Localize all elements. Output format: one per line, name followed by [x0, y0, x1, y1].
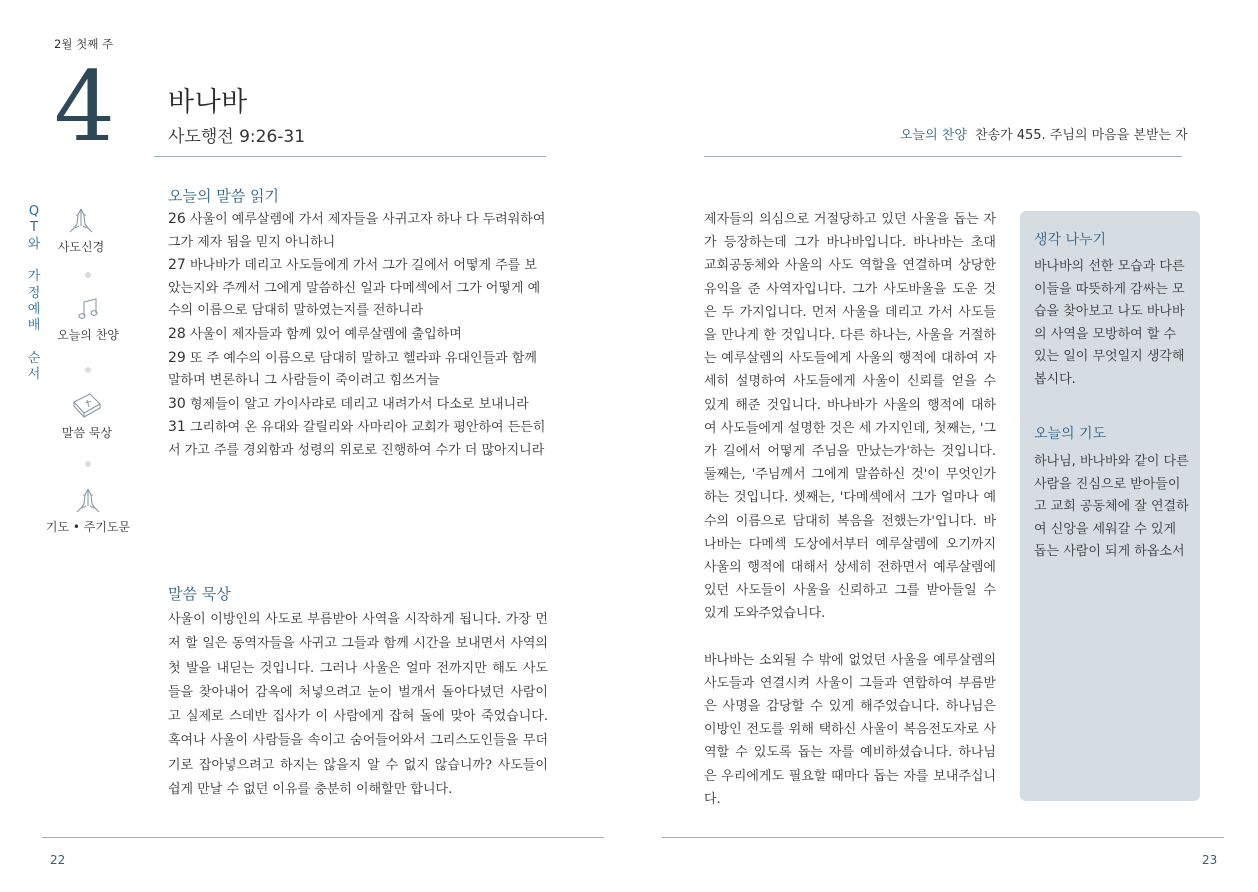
footer-divider	[662, 837, 1224, 838]
bible-book-icon	[70, 390, 104, 420]
footer-divider	[42, 837, 604, 838]
vertical-char: 정	[27, 285, 41, 301]
step-label: 오늘의 찬양	[57, 328, 119, 342]
verse-text: 그리하여 온 유대와 갈릴리와 사마리아 교회가 평안하여 든든히 서 가고 주를 경외함과 성령의 위로로 진행하여 수가 더 많아지니라	[168, 420, 546, 458]
meditation-heading: 말씀 묵상	[168, 585, 231, 603]
verse-number: 27	[168, 257, 186, 274]
verse	[168, 323, 548, 347]
step-label: 기도 • 주기도문	[45, 520, 131, 534]
reading-heading: 오늘의 말씀 읽기	[168, 187, 279, 205]
praying-hands-icon	[73, 486, 103, 514]
header-divider	[704, 156, 1182, 157]
commentary-paragraph: 제자들의 의심으로 거절당하고 있던 사울을 돕는 자가 등장하는데 그가 바나바입니다. 바나바는 초대 교회공동체와 사울의 사도 역할을 연결하며 상당한 유익을 준 사역자입니다. 그가 사도바울을 도운 것은 두 가지입니다. 먼저 사울을 데리고 가서 사도들을 만나게 한 것입니다. 다른 하나는, 사울을 거절하는 예루살렘의 사도들에게 사울의 행적에 대하여 자세히 설명하여 사도들에게 사울이 신뢰를 얻을 수 있게 해준 것입니다. 바나바가 사울의 행적에 대하여 사도들에게 설명한 것은 세 가지인데, 첫째는, '그가 길에서 어떻게 주님을 만났는가'하는 것입니다. 둘째는, '주님께서 그에게 말씀하신 것'이 무엇인가 하는 것입니다. 셋째는, '다메섹에서 그가 얼마나 예수의 이름으로 담대히 복음을 전했는가'입니다. 바나바는 다메섹 도상에서부터 예루살렘에 오기까지 사울의 행적에 대해서 상세히 전하면서 예루살렘에 있던 사도들이 사울을 신뢰하고 그를 받아들일 수 있게 도와주었습니다.	[704, 212, 996, 622]
vertical-char: 가	[27, 269, 41, 285]
step-dot	[85, 461, 91, 467]
verse-text: 사울이 제자들과 함께 있어 예루살렘에 출입하며	[189, 326, 462, 342]
page-number: 22	[50, 853, 66, 867]
verse	[168, 416, 548, 462]
step-todays-hymn	[43, 296, 133, 343]
praying-hands-icon	[66, 206, 96, 234]
verse	[168, 254, 548, 323]
header-divider	[154, 156, 546, 157]
vertical-char: Q	[28, 204, 40, 219]
vertical-char: 와	[27, 236, 41, 252]
verse-number: 29	[168, 349, 186, 366]
step-word-meditation	[42, 390, 132, 441]
commentary	[704, 208, 996, 811]
verse-number: 30	[168, 395, 186, 412]
music-note-icon	[75, 296, 101, 322]
commentary-paragraph: 바나바는 소외될 수 밖에 없었던 사울을 예루살렘의 사도들과 연결시켜 사울이 그들과 연합하여 부름받은 사명을 감당할 수 있게 해주었습니다. 하나님은 이방인 전도를 위해 택하신 사울이 복음전도자로 사역할 수 있도록 돕는 자를 예비하셨습니다. 하나님은 우리에게도 필요할 때마다 돕는 자를 보내주십니다.	[704, 652, 996, 807]
verse-text: 또 주 예수의 이름으로 담대히 말하고 헬라파 유대인들과 함께 말하며 변론하니 그 사람들이 죽이려고 힘쓰거늘	[168, 350, 537, 389]
step-prayer	[43, 486, 133, 535]
week-label: 2월 첫째 주	[54, 37, 114, 51]
vertical-gap	[26, 253, 42, 269]
verse	[168, 393, 548, 417]
page-number: 23	[1202, 853, 1218, 867]
todays-hymn	[900, 124, 1188, 143]
page-title: 바나바	[168, 87, 248, 118]
hymn-text: 찬송가 455. 주님의 마음을 본받는 자	[974, 128, 1188, 143]
sharing-heading: 생각 나누기	[1034, 232, 1107, 248]
sharing-text: 바나바의 선한 모습과 다른 이들을 따뜻하게 감싸는 모습을 찾아보고 나도 바나바의 사역을 모방하여 할 수 있는 일이 무엇일지 생각해 봅시다.	[1034, 259, 1185, 387]
scripture-passage	[168, 208, 548, 463]
prayer-heading: 오늘의 기도	[1034, 426, 1107, 442]
vertical-char: 예	[27, 302, 41, 318]
scripture-reference: 사도행전 9:26-31	[168, 127, 306, 147]
vertical-char: 서	[27, 367, 41, 383]
verse	[168, 347, 548, 393]
hymn-label: 오늘의 찬양	[900, 128, 967, 143]
verse-text: 사울이 예루살렘에 가서 제자들을 사귀고자 하나 다 두려워하여 그가 제자 됨을 믿지 아니하니	[168, 212, 546, 250]
step-apostles-creed	[36, 206, 126, 255]
vertical-gap	[26, 335, 42, 351]
verse	[168, 208, 548, 254]
side-box	[1020, 211, 1200, 801]
day-number: 4	[54, 51, 116, 163]
step-dot	[85, 272, 91, 278]
verse-number: 28	[168, 325, 186, 342]
prayer-text: 하나님, 바나바와 같이 다른 사람을 진심으로 받아들이고 교회 공동체에 잘 연결하여 신앙을 세워갈 수 있게 돕는 사람이 되게 하옵소서	[1034, 454, 1189, 560]
step-dot	[85, 367, 91, 373]
meditation-text: 사울이 이방인의 사도로 부름받아 사역을 시작하게 됩니다. 가장 먼저 할 일은 동역자들을 사귀고 그들과 함께 시간을 보내면서 사역의 첫 발을 내딛는 것입니다. 그러나 사울은 얼마 전까지만 해도 사도들을 찾아내어 감옥에 처넣으려고 눈이 벌개서 돌아다녔던 사람이고 실제로 스데반 집사가 이 사람에게 잡혀 돌에 맞아 죽었습니다. 혹여나 사울이 사람들을 속이고 숨어들어와서 그리스도인들을 무더기로 잡아넣으려고 하지는 않을지 알 수 없지 않습니까? 사도들이 쉽게 만날 수 없던 이유를 충분히 이해할만 합니다.	[168, 612, 548, 798]
verse-text: 바나바가 데리고 사도들에게 가서 그가 길에서 어떻게 주를 보았는지와 주께서 그에게 말씀하신 일과 다메섹에서 그가 어떻게 예수의 이름으로 담대히 말하였는지를 전하니라	[168, 258, 541, 319]
step-label: 말씀 묵상	[61, 426, 113, 440]
vertical-char: 배	[27, 318, 41, 334]
vertical-char: 순	[27, 350, 41, 366]
vertical-char: T	[30, 220, 38, 236]
verse-number: 26	[168, 211, 186, 227]
verse-number: 31	[168, 419, 186, 436]
verse-text: 형제들이 알고 가이사랴로 데리고 내려가서 다소로 보내니라	[189, 396, 529, 412]
step-label: 사도신경	[57, 240, 105, 254]
